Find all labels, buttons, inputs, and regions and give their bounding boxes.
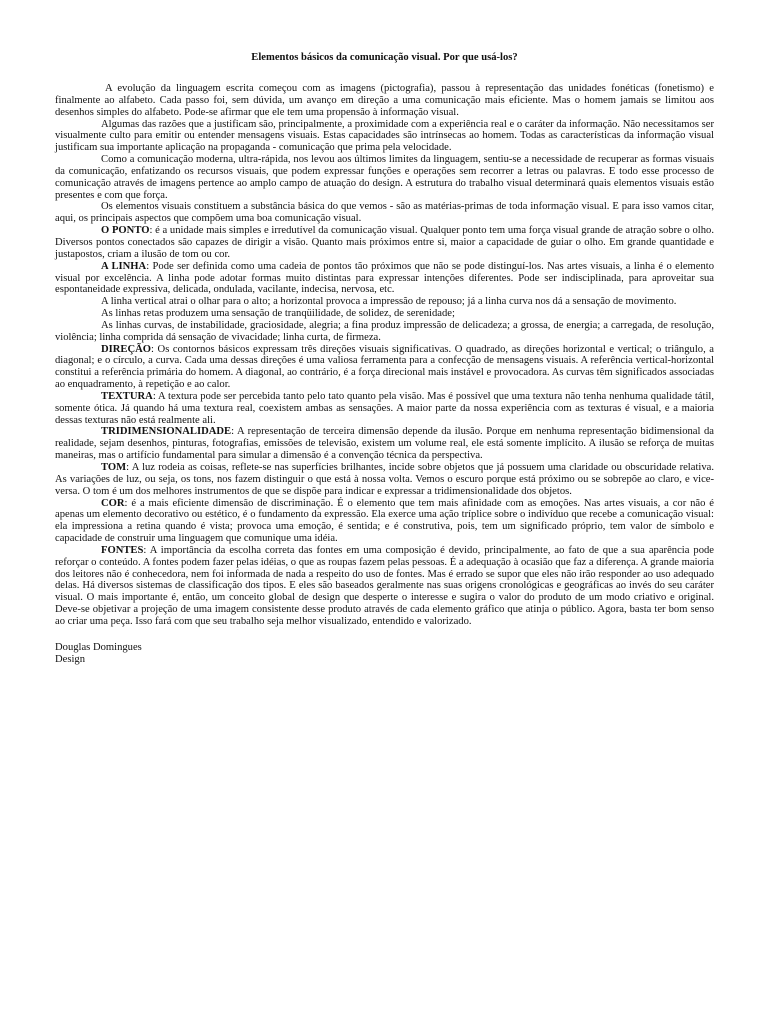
term-fontes: FONTES <box>101 544 144 556</box>
term-cor: COR <box>101 497 125 509</box>
paragraph-text: : é a unidade mais simples e irredutível da comunicação visual. Qualquer ponto tem uma força visual grande de atração sobre o olho. Diversos pontos conectados são capazes de dirigir a visão. Quanto mais próximos entre si, maior a capacidade de guiar o olho. Em grande quantidade e justapostos, criam a ilusão de tom ou cor. <box>55 225 714 260</box>
author-name: Douglas Domingues <box>55 641 142 653</box>
paragraph-text: : A importância da escolha correta das fontes em uma composição é devido, principalmente, ao fato de que a sua aparência pode reforçar o conteúdo. A fontes podem fazer pelas idéias, o que as roupas fazem pelas pessoas. É a adequação à ocasião que faz a diferença. A grande maioria dos leitores não é conhecedora, nem foi informada de nada a respeito do uso de fontes. Mas é errado se supor que eles não irão responder ao uso adequado delas. Há diversos sistemas de classificação dos tipos. E eles são baseados geralmente nas suas origens cronológicas e geográficas ao invés do seu caráter visual. O mais importante é, então, um conceito global de design que desperte o interesse e sugira o valor do produto de um modo criativo e original. Deve-se objetivar a projeção de uma imagem consistente desse produto através de cada elemento gráfico que atinja o público. Agora, basta ter bom senso ao criar uma peça. Isso fará com que seu trabalho seja melhor visualizado, entendido e valorizado. <box>55 544 714 627</box>
paragraph-text: As linhas curvas, de instabilidade, graciosidade, alegria; a fina produz impressão de delicadeza; a grossa, de energia; a carregada, de resolução, violência; linha comprida dá sensação de vivacidade; linha curta, de firmeza. <box>55 319 714 343</box>
paragraph-text: : A luz rodeia as coisas, reflete-se nas superfícies brilhantes, incide sobre objetos que já possuem uma claridade ou obscuridade relativa. As variações de luz, ou seja, os tons, nos fazem distinguir o que está à nossa volta. Vemos o escuro porque está próximo ou se sobrepõe ao claro, e vice-versa. O tom é um dos melhores instrumentos de que se dispõe para indicar e expressar a tridimensionalidade dos objetos. <box>55 462 714 497</box>
paragraph-ponto <box>55 225 714 261</box>
paragraph-intro <box>55 83 714 119</box>
term-linha: A LINHA <box>101 260 147 272</box>
paragraph-text: : Pode ser definida como uma cadeia de pontos tão próximos que não se pode distinguí-los. Nas artes visuais, a linha é o elemento visual por excelência. A linha pode adotar formas muito distintas para expressar intenções diferentes. Pode ser indisciplinada, para aproveitar sua espontaneidade expressiva, delicada, ondulada, vacilante, indecisa, nervosa, etc. <box>55 260 714 296</box>
document-page <box>55 52 714 666</box>
paragraph-text: : é a mais eficiente dimensão de discriminação. É o elemento que tem mais afinidade com as emoções. Nas artes visuais, a cor não é apenas um elemento decorativo ou estético, é o fundamento da expressão. Ela exerce uma ação tríplice sobre o indivíduo que recebe a comunicação visual: ela impressiona a retina quando é vista; provoca uma emoção, é sentida; e é construtiva, pois, tem um significado próprio, tem valor de símbolo e capacidade de construir uma linguagem que comunique uma idéia. <box>55 497 714 545</box>
term-textura: TEXTURA <box>101 390 153 402</box>
paragraph-text: Como a comunicação moderna, ultra-rápida, nos levou aos últimos limites da linguagem, sentiu-se a necessidade de recuperar as formas visuais da comunicação, enfatizando os recursos visuais, que podem expressar funções e operações sem recorrer a letras ou palavras. E todo esse processo de comunicação através de imagens pertence ao amplo campo de atuação do design. A estrutura do trabalho visual determinará quais elementos visuais estão presentes e com que força. <box>55 154 714 201</box>
paragraph-linha <box>55 261 714 297</box>
paragraph-linhas-retas <box>55 308 714 320</box>
paragraph-linhas-curvas <box>55 320 714 344</box>
paragraph-text: : A representação de terceira dimensão depende da ilusão. Porque em nenhuma representação bidimensional da realidade, sejam desenhos, pinturas, fotografias, emissões de televisão, existem um volume real, ele está somente implícito. A ilusão se reforça de muitas maneiras, mas o artifício fundamental para simular a dimensão é a convenção técnica da perspectiva. <box>55 426 714 462</box>
paragraph-visual-elements <box>55 201 714 225</box>
paragraph-text: Os elementos visuais constituem a substância básica do que vemos - são as matérias-primas de toda informação visual. E para isso vamos citar, aqui, os principais aspectos que compõem uma boa comunicação visual. <box>55 201 714 225</box>
signature-block <box>55 642 714 666</box>
term-tom: TOM <box>101 462 127 473</box>
paragraph-text: : Os contornos básicos expressam três direções visuais significativas. O quadrado, as direções horizontal e vertical; o triângulo, a diagonal; e o círculo, a curva. Cada uma dessas direções é uma valiosa ferramenta para a confecção de mensagens visuais. A referência vertical-horizontal constitui a referência primária do homem. A diagonal, ao contrário, é a força direcional mais instável e provocadora. As curvas têm significados associadas ao enquadramento, à repetição e ao calor. <box>55 343 714 391</box>
paragraph-reasons <box>55 119 714 155</box>
document-body <box>55 83 714 628</box>
paragraph-tridimensionalidade <box>55 426 714 462</box>
paragraph-direcao <box>55 344 714 391</box>
paragraph-text: : A textura pode ser percebida tanto pelo tato quanto pela visão. Mas é possível que uma textura não tenha nenhuma qualidade tátil, somente ótica. Já quando há uma textura real, coexistem ambas as sensações. A maior parte da nossa experiência com as texturas é visual, e a maioria dessas texturas não está realmente ali. <box>55 390 714 426</box>
term-direcao: DIREÇÃO <box>101 343 152 355</box>
paragraph-cor <box>55 498 714 545</box>
paragraph-textura <box>55 391 714 427</box>
term-tridimensionalidade: TRIDIMENSIONALIDADE <box>101 426 232 438</box>
document-title: Elementos básicos da comunicação visual. Por que usá-los? <box>251 52 518 63</box>
paragraph-text: A evolução da linguagem escrita começou com as imagens (pictografia), passou à representação das unidades fonéticas (fonetismo) e finalmente ao alfabeto. Cada passo foi, sem dúvida, um avanço em direção a uma comunicação mais eficiente. Mas o homem jamais se limitou aos desenhos simples do alfabeto. Pode-se afirmar que ele tem uma propensão à informação visual. <box>55 83 714 118</box>
paragraph-fontes <box>55 545 714 628</box>
paragraph-modern-communication <box>55 154 714 201</box>
paragraph-text: A linha vertical atrai o olhar para o alto; a horizontal provoca a impressão de repouso; já a linha curva nos dá a sensação de movimento. <box>101 296 677 308</box>
paragraph-linha-vertical <box>55 296 714 308</box>
paragraph-tom <box>55 462 714 498</box>
paragraph-text: As linhas retas produzem uma sensação de tranqüilidade, de solidez, de serenidade; <box>101 308 455 320</box>
paragraph-text: Algumas das razões que a justificam são, principalmente, a proximidade com a experiência real e o caráter da informação. Não necessitamos ser visualmente culto para emitir ou entender mensagens visuais. Estas capacidades são intrínsecas ao homem. Todas as características da informação visual justificam sua importante aplicação na propaganda - comunicação que prima pela velocidade. <box>55 118 714 154</box>
author-role: Design <box>55 653 86 665</box>
term-ponto: O PONTO <box>101 225 150 237</box>
